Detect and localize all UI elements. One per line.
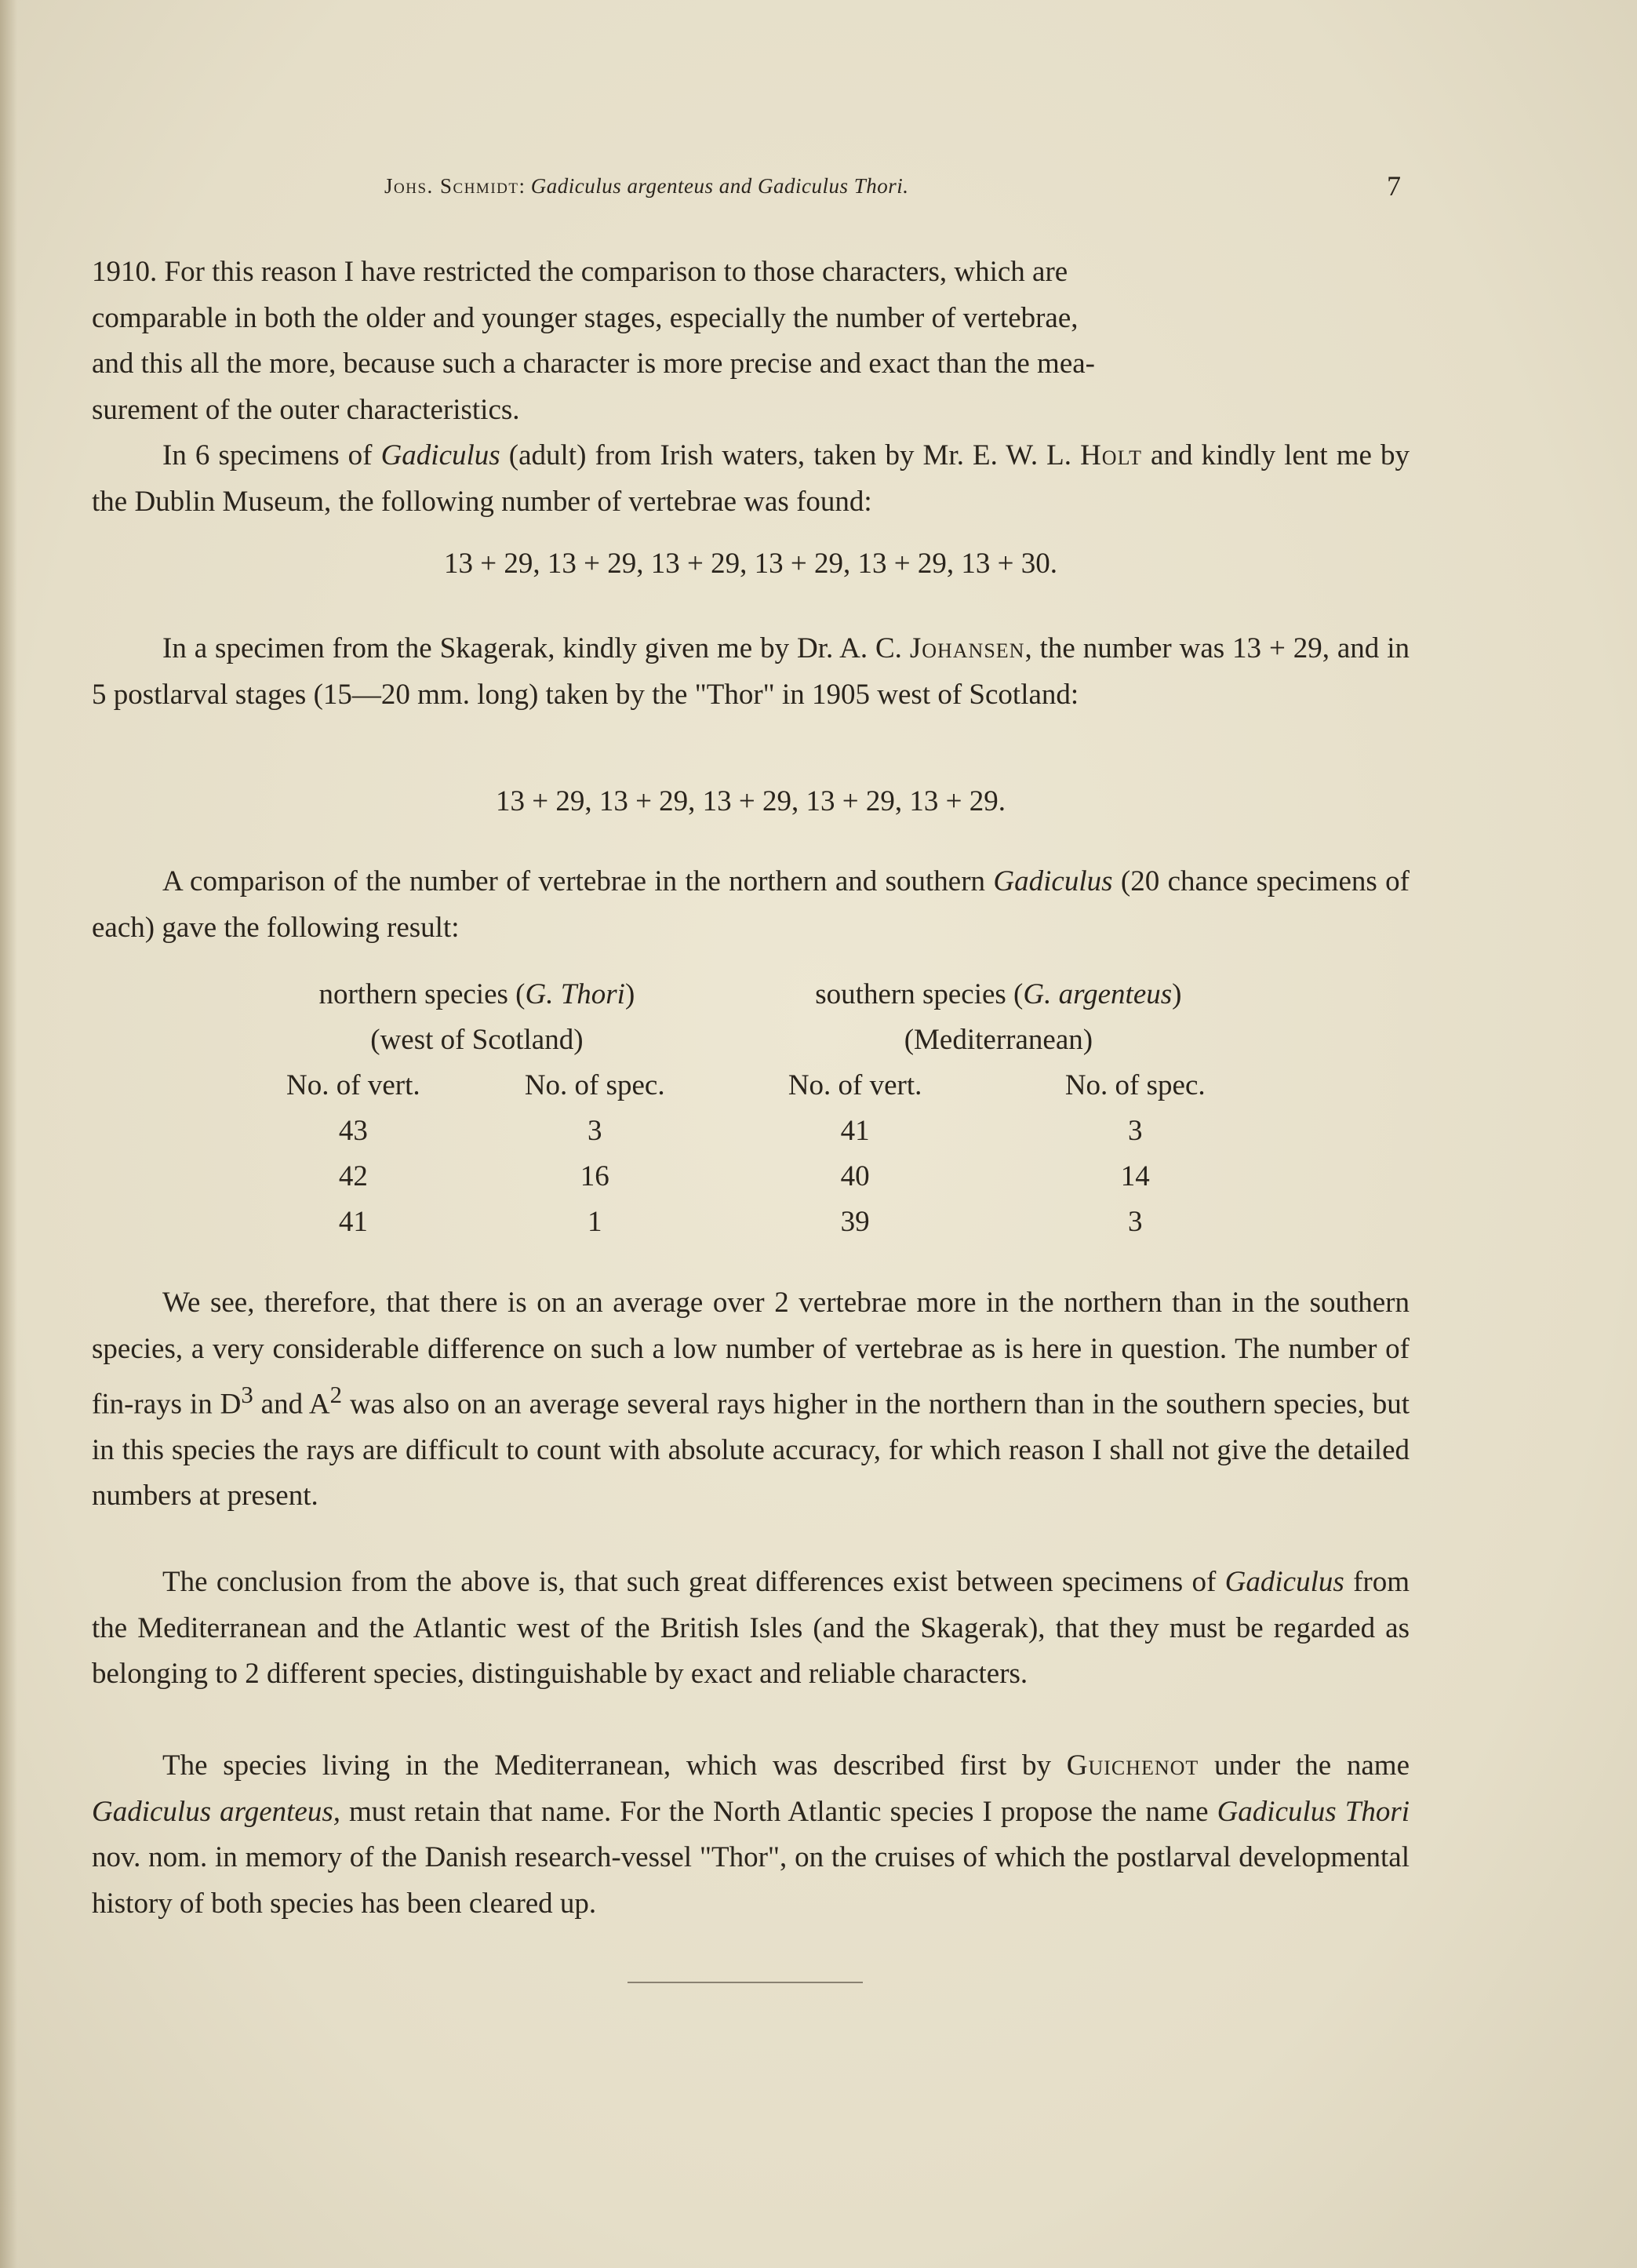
para7-text-c: must retain that name. For the North Atlantic species I propose the name (340, 1795, 1217, 1828)
para6-text-b: from the Mediterranean and the Atlantic west of the British Isles (and the Skagerak), that they must be regarded as belonging to 2 different species, distinguishable by exact and reliable characters. (92, 1566, 1410, 1690)
header-title: Gadiculus argenteus and Gadiculus Thori. (530, 174, 909, 198)
cell-south-vert: 41 (840, 1114, 870, 1147)
para5-text-a: We see, therefore, that there is on an average over 2 vertebrae more in the northern than in the southern species, a very considerable difference on such a low number of vertebrae as is here in question. The number of fin-rays in D (92, 1287, 1410, 1421)
cell-south-vert: 39 (840, 1205, 870, 1238)
running-header: Johs. Schmidt: Gadiculus argenteus and Gadiculus Thori. (384, 174, 909, 198)
north-region: (west of Scotland) (370, 1023, 584, 1056)
table-row (235, 1199, 1279, 1244)
paragraph-2 (92, 433, 1410, 525)
para2-text-a: In 6 specimens of (162, 439, 381, 471)
south-species-heading: southern species (G. argenteus) (815, 977, 1182, 1010)
species-name: Gadiculus Thori (1217, 1795, 1410, 1828)
col-header-vert: No. of vert. (788, 1068, 922, 1101)
paragraph-6 (92, 1560, 1410, 1698)
para5-text-b: and A (253, 1388, 330, 1421)
superscript: 2 (329, 1382, 343, 1408)
cell-north-vert: 43 (338, 1114, 368, 1147)
cell-south-spec: 14 (1120, 1159, 1150, 1192)
page-number: 7 (1387, 170, 1401, 202)
north-species-heading: northern species (G. Thori) (318, 977, 635, 1010)
formula-2: 13 + 29, 13 + 29, 13 + 29, 13 + 29, 13 + 29. (495, 785, 1006, 817)
para4-text-b: (20 chance specimens of each) gave the following result: (92, 865, 1410, 944)
paragraph-1-line-1: 1910. For this reason I have restricted the comparison to those characters, which are (92, 256, 1068, 288)
cell-south-spec: 3 (1127, 1114, 1143, 1147)
paragraph-1-line-2: comparable in both the older and younger stages, especially the number of vertebrae, (92, 301, 1079, 334)
paragraph-1-line-3: and this all the more, because such a character is more precise and exact than the mea- (92, 348, 1095, 380)
para7-text-b: under the name (1199, 1749, 1410, 1782)
para5-text-c: was also on an average several rays higher in the northern than in the southern species, but in this species the rays are difficult to count with absolute accuracy, for which reason I shall not give the detailed numbers at present. (92, 1388, 1410, 1513)
paragraph-4 (92, 859, 1410, 951)
para2-text-c: and kindly lent me by the Dublin Museum, the following number of vertebrae was found: (92, 439, 1410, 518)
superscript: 3 (241, 1382, 253, 1408)
header-author: Johs. Schmidt (384, 174, 519, 198)
cell-north-spec: 1 (587, 1205, 602, 1238)
person-name: Johansen (909, 632, 1025, 664)
para7-text-a: The species living in the Mediterranean, which was described first by (162, 1749, 1067, 1782)
para3-text-a: In a specimen from the Skagerak, kindly given me by Dr. A. C. (162, 632, 910, 664)
person-name: Guichenot (1066, 1749, 1199, 1782)
para3-text-b: , the number was 13 + 29, and in 5 postlarval stages (15—20 mm. long) taken by the "Thor" in 1905 west of Scotland: (92, 632, 1410, 711)
para2-text-b: (adult) from Irish waters, taken by Mr. E. W. L. (500, 439, 1081, 471)
page-edge-shadow (0, 0, 17, 2268)
cell-south-vert: 40 (840, 1159, 870, 1192)
person-name: Holt (1080, 439, 1142, 471)
paragraph-5 (92, 1280, 1410, 1520)
cell-north-spec: 3 (587, 1114, 602, 1147)
paragraph-7 (92, 1743, 1410, 1927)
col-header-vert: No. of vert. (286, 1068, 420, 1101)
genus-name: Gadiculus (1224, 1566, 1344, 1598)
paragraph-3 (92, 626, 1410, 718)
genus-name: Gadiculus (380, 439, 500, 471)
cell-north-vert: 41 (338, 1205, 368, 1238)
paragraph-1 (92, 249, 1410, 433)
south-region: (Mediterranean) (904, 1023, 1093, 1056)
col-header-spec: No. of spec. (524, 1068, 665, 1101)
cell-north-vert: 42 (338, 1159, 368, 1192)
species-name: Gadiculus argenteus, (92, 1795, 340, 1828)
para6-text-a: The conclusion from the above is, that such great differences exist between specimens of (162, 1566, 1225, 1598)
col-header-spec: No. of spec. (1064, 1068, 1206, 1101)
para4-text-a: A comparison of the number of vertebrae in the northern and southern (162, 865, 994, 897)
cell-north-spec: 16 (580, 1159, 609, 1192)
genus-name: Gadiculus (993, 865, 1113, 897)
table-row (235, 1108, 1279, 1153)
cell-south-spec: 3 (1127, 1205, 1143, 1238)
para7-text-d: nov. nom. in memory of the Danish research-vessel "Thor", on the cruises of which the postlarval developmental history of both species has been cleared up. (92, 1841, 1410, 1920)
formula-1: 13 + 29, 13 + 29, 13 + 29, 13 + 29, 13 + 29, 13 + 30. (444, 548, 1057, 580)
end-rule (628, 1982, 863, 1983)
vertebrae-table (235, 971, 1279, 1244)
paragraph-1-line-4: surement of the outer characteristics. (92, 393, 520, 426)
table-row (235, 1153, 1279, 1199)
